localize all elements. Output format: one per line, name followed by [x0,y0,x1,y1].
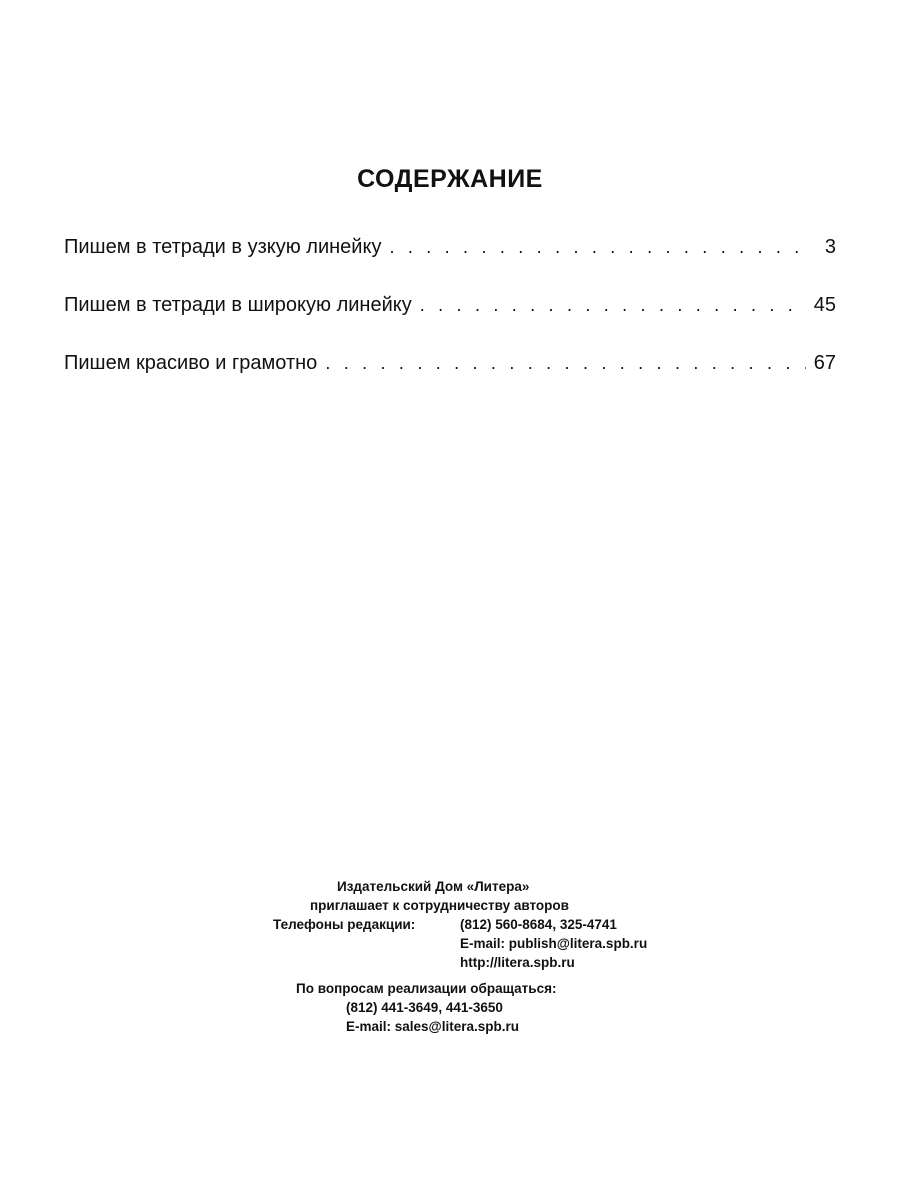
publisher-name: Издательский Дом «Литера» [337,879,530,894]
toc-entry-label: Пишем красиво и грамотно [64,352,318,374]
sales-email[interactable]: E-mail: sales@litera.spb.ru [346,1019,519,1034]
toc-dot-leader [389,237,806,258]
editorial-phones-label: Телефоны редакции: [273,917,416,932]
toc-entry-page: 45 [813,294,836,316]
toc-entry[interactable] [64,236,836,294]
toc-entry-page: 67 [813,352,836,374]
author-invitation: приглашает к сотрудничеству авторов [310,898,569,913]
toc-dot-leader [420,295,806,316]
toc-list [64,236,836,410]
toc-dot-leader [325,353,806,374]
toc-entry[interactable] [64,294,836,352]
toc-title: СОДЕРЖАНИЕ [357,165,543,193]
toc-entry[interactable] [64,352,836,410]
toc-entry-page: 3 [824,236,836,258]
sales-phones: (812) 441-3649, 441-3650 [346,1000,503,1015]
toc-entry-label: Пишем в тетради в широкую линейку [64,294,412,316]
editorial-email[interactable]: E-mail: publish@litera.spb.ru [460,936,648,951]
website-link[interactable]: http://litera.spb.ru [460,955,575,970]
sales-heading: По вопросам реализации обращаться: [296,981,557,996]
toc-entry-label: Пишем в тетради в узкую линейку [64,236,382,258]
editorial-phones: (812) 560-8684, 325-4741 [460,917,617,932]
